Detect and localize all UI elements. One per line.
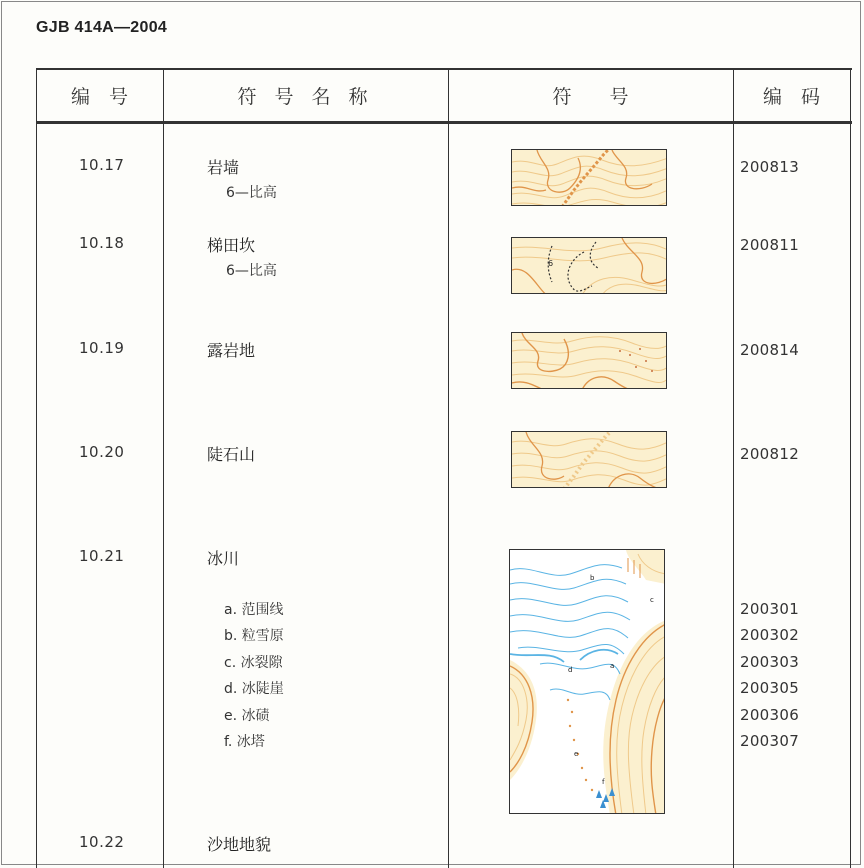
row-encoding: 200303 bbox=[740, 653, 800, 671]
col-rule-3 bbox=[733, 68, 734, 868]
row-encoding: 200811 bbox=[740, 236, 800, 254]
standard-number: GJB 414A—2004 bbox=[36, 19, 168, 36]
list-item: c. 冰裂隙 bbox=[224, 655, 283, 671]
row-name: 梯田坎 bbox=[207, 236, 256, 255]
col-rule-0 bbox=[36, 68, 37, 868]
terrace-symbol bbox=[511, 237, 667, 294]
symbol-mark: 6 bbox=[548, 259, 554, 268]
row-encoding: 200307 bbox=[740, 732, 800, 750]
glacier-mark-c: c bbox=[650, 596, 654, 604]
header-symbol: 符 号 bbox=[552, 86, 629, 108]
header-bottom-rule bbox=[36, 121, 852, 124]
row-code: 10.18 bbox=[79, 234, 125, 252]
exposed-rock-symbol bbox=[511, 332, 667, 389]
row-encoding: 200813 bbox=[740, 158, 800, 176]
glacier-mark-a: a bbox=[610, 662, 615, 670]
header-code: 编 号 bbox=[70, 86, 128, 108]
row-code: 10.21 bbox=[79, 547, 125, 565]
glacier-symbol bbox=[509, 549, 665, 814]
row-encoding: 200814 bbox=[740, 341, 800, 359]
glacier-mark-e: e bbox=[574, 750, 579, 758]
row-encoding: 200812 bbox=[740, 445, 800, 463]
row-name: 露岩地 bbox=[207, 341, 256, 360]
row-name: 岩墙 bbox=[207, 158, 240, 177]
glacier-mark-b: b bbox=[590, 574, 595, 582]
row-code: 10.17 bbox=[79, 156, 125, 174]
row-name: 冰川 bbox=[207, 549, 240, 568]
list-item: a. 范围线 bbox=[224, 602, 284, 618]
rock-wall-symbol bbox=[511, 149, 667, 206]
row-name: 沙地地貌 bbox=[207, 835, 272, 854]
row-encoding: 200301 bbox=[740, 600, 800, 618]
row-subnote: 6—比高 bbox=[226, 263, 277, 279]
row-encoding: 200302 bbox=[740, 626, 800, 644]
col-rule-4 bbox=[850, 68, 851, 868]
list-item: e. 冰碛 bbox=[224, 708, 270, 724]
col-rule-2 bbox=[448, 68, 449, 868]
steep-rock-mountain-symbol bbox=[511, 431, 667, 488]
row-code: 10.22 bbox=[79, 833, 125, 851]
list-item: b. 粒雪原 bbox=[224, 628, 284, 644]
glacier-mark-d: d bbox=[568, 666, 573, 674]
header-name: 符 号 名 称 bbox=[237, 86, 374, 108]
list-item: f. 冰塔 bbox=[224, 734, 265, 750]
col-rule-1 bbox=[163, 68, 164, 868]
header-encoding: 编 码 bbox=[762, 86, 820, 108]
row-subnote: 6—比高 bbox=[226, 185, 277, 201]
glacier-mark-f: f bbox=[602, 778, 605, 786]
symbol-table bbox=[36, 68, 852, 868]
row-code: 10.20 bbox=[79, 443, 125, 461]
table-top-rule bbox=[36, 68, 852, 70]
row-encoding: 200305 bbox=[740, 679, 800, 697]
row-encoding: 200306 bbox=[740, 706, 800, 724]
row-name: 陡石山 bbox=[207, 445, 256, 464]
row-code: 10.19 bbox=[79, 339, 125, 357]
list-item: d. 冰陡崖 bbox=[224, 681, 284, 697]
